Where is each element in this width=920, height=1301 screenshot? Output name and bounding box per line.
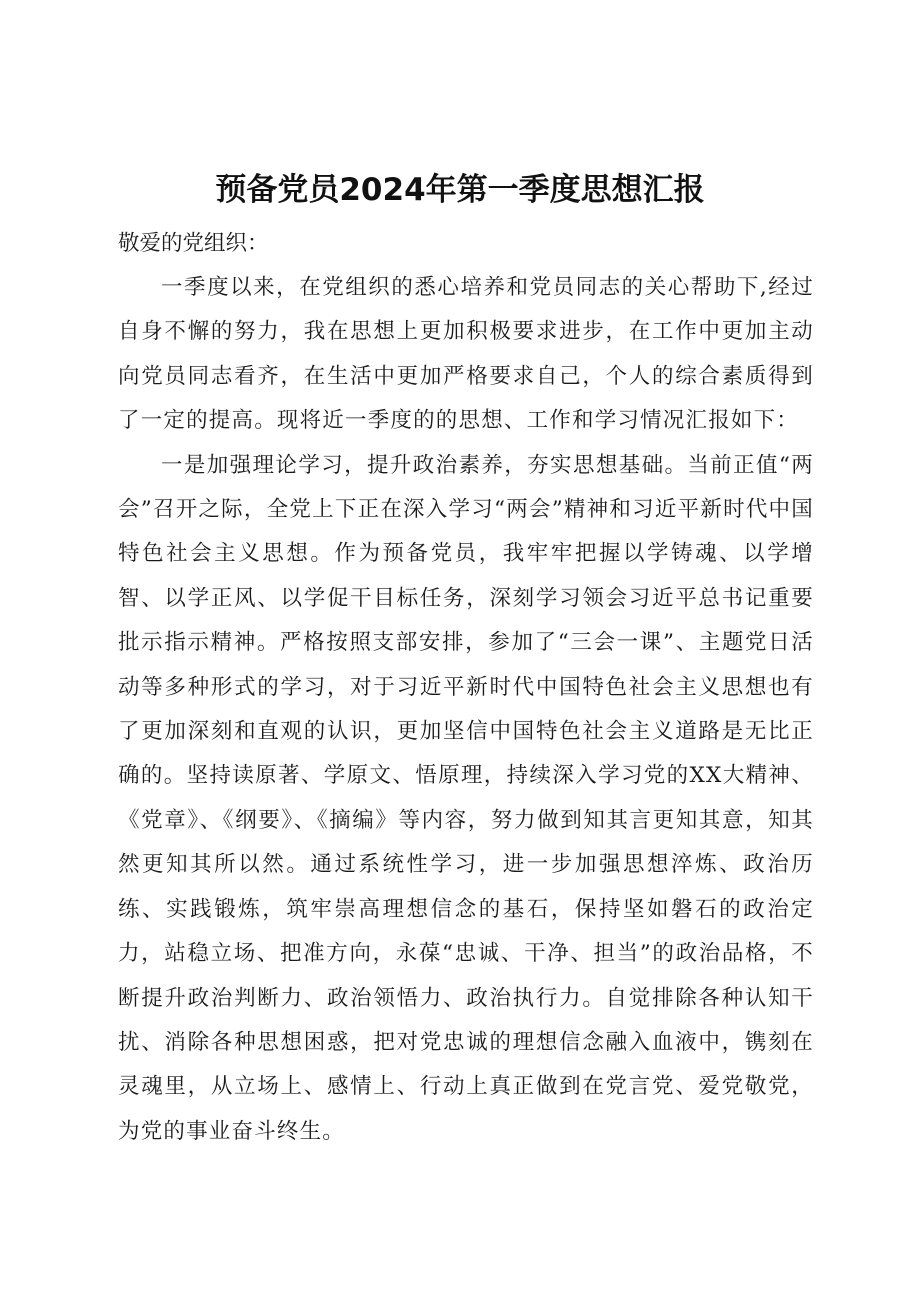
document-title: 预备党员2024年第一季度思想汇报 <box>215 172 705 208</box>
paragraph-intro: 一季度以来，在党组织的悉心培养和党员同志的关心帮助下,经过自身不懈的努力，我在思想上更加积极要求进步，在工作中更加主动向党员同志看齐，在生活中更加严格要求自己，个人的综合素质得到了一定的提高。现将近一季度的的思想、工作和学习情况汇报如下： <box>118 275 814 434</box>
salutation: 敬爱的党组织： <box>118 231 269 256</box>
document-body <box>118 266 814 1154</box>
paragraph-theory-study: 一是加强理论学习，提升政治素养，夯实思想基础。当前正值“两会”召开之际，全党上下正在深入学习“两会”精神和习近平新时代中国特色社会主义思想。作为预备党员，我牢牢把握以学铸魂、以学增智、以学正风、以学促干目标任务，深刻学习领会习近平总书记重要批示指示精神。严格按照支部安排，参加了“三会一课”、主题党日活动等多种形式的学习，对于习近平新时代中国特色社会主义思想也有了更加深刻和直观的认识，更加坚信中国特色社会主义道路是无比正确的。坚持读原著、学原文、悟原理，持续深入学习党的XX大精神、《党章》、《纲要》、《摘编》等内容，努力做到知其言更知其意，知其然更知其所以然。通过系统性学习，进一步加强思想淬炼、政治历练、实践锻炼，筑牢崇高理想信念的基石，保持坚如磐石的政治定力，站稳立场、把准方向，永葆“忠诚、干净、担当”的政治品格，不断提升政治判断力、政治领悟力、政治执行力。自觉排除各种认知干扰、消除各种思想困惑，把对党忠诚的理想信念融入血液中，镌刻在灵魂里，从立场上、感情上、行动上真正做到在党言党、爱党敬党，为党的事业奋斗终生。 <box>118 452 814 1144</box>
